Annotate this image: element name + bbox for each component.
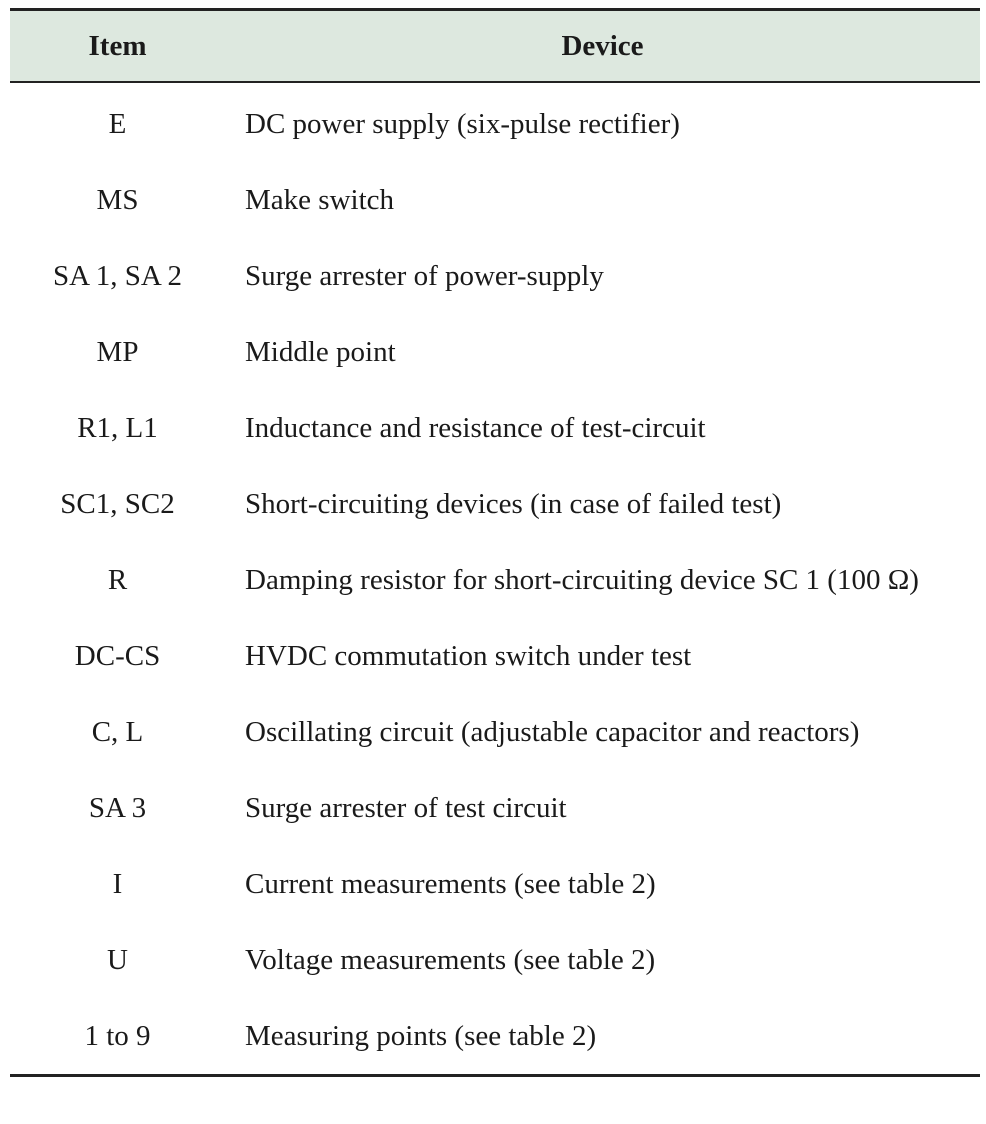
cell-device: Voltage measurements (see table 2) <box>245 944 656 976</box>
table-row <box>10 770 980 846</box>
cell-item: SA 1, SA 2 <box>53 260 182 292</box>
table-header <box>10 10 980 83</box>
cell-device: Damping resistor for short-circuiting device SC 1 (100 Ω) <box>245 564 919 596</box>
cell-device: HVDC commutation switch under test <box>245 640 692 672</box>
cell-item: SA 3 <box>88 792 147 824</box>
table-row <box>10 618 980 694</box>
cell-device: Measuring points (see table 2) <box>225 998 980 1076</box>
table-row <box>10 846 980 922</box>
cell-device: Current measurements (see table 2) <box>245 868 656 900</box>
table-row <box>10 238 980 314</box>
table-row <box>10 922 980 998</box>
cell-item: DC-CS <box>74 640 161 672</box>
cell-device: DC power supply (six-pulse rectifier) <box>245 108 680 140</box>
column-header-item: Item <box>10 10 225 83</box>
cell-item: E <box>108 108 127 140</box>
cell-device: Make switch <box>245 184 394 216</box>
column-header-device: Device <box>225 10 980 83</box>
cell-device: Surge arrester of power-supply <box>245 260 604 292</box>
table-row <box>10 82 980 162</box>
cell-item: I <box>112 868 123 900</box>
cell-item: 1 to 9 <box>10 998 225 1076</box>
table-row <box>10 314 980 390</box>
cell-item: U <box>107 944 128 976</box>
table-row <box>10 466 980 542</box>
device-table <box>10 8 980 1077</box>
cell-item: MS <box>96 184 139 216</box>
table-row <box>10 694 980 770</box>
device-table-container <box>10 8 980 1077</box>
header-row <box>10 10 980 83</box>
cell-device: Oscillating circuit (adjustable capacitor and reactors) <box>245 716 860 748</box>
table-row <box>10 390 980 466</box>
table-row <box>10 162 980 238</box>
table-row <box>10 998 980 1076</box>
cell-item: MP <box>96 336 139 368</box>
cell-item: C, L <box>91 716 144 748</box>
cell-device: Middle point <box>245 336 396 368</box>
cell-item: R1, L1 <box>77 412 158 444</box>
cell-item: R <box>107 564 128 596</box>
cell-device: Short-circuiting devices (in case of failed test) <box>245 488 782 520</box>
cell-device: Surge arrester of test circuit <box>245 792 567 824</box>
cell-item: SC1, SC2 <box>60 488 175 520</box>
table-body <box>10 82 980 1076</box>
table-row <box>10 542 980 618</box>
cell-device: Inductance and resistance of test-circuit <box>245 412 706 444</box>
